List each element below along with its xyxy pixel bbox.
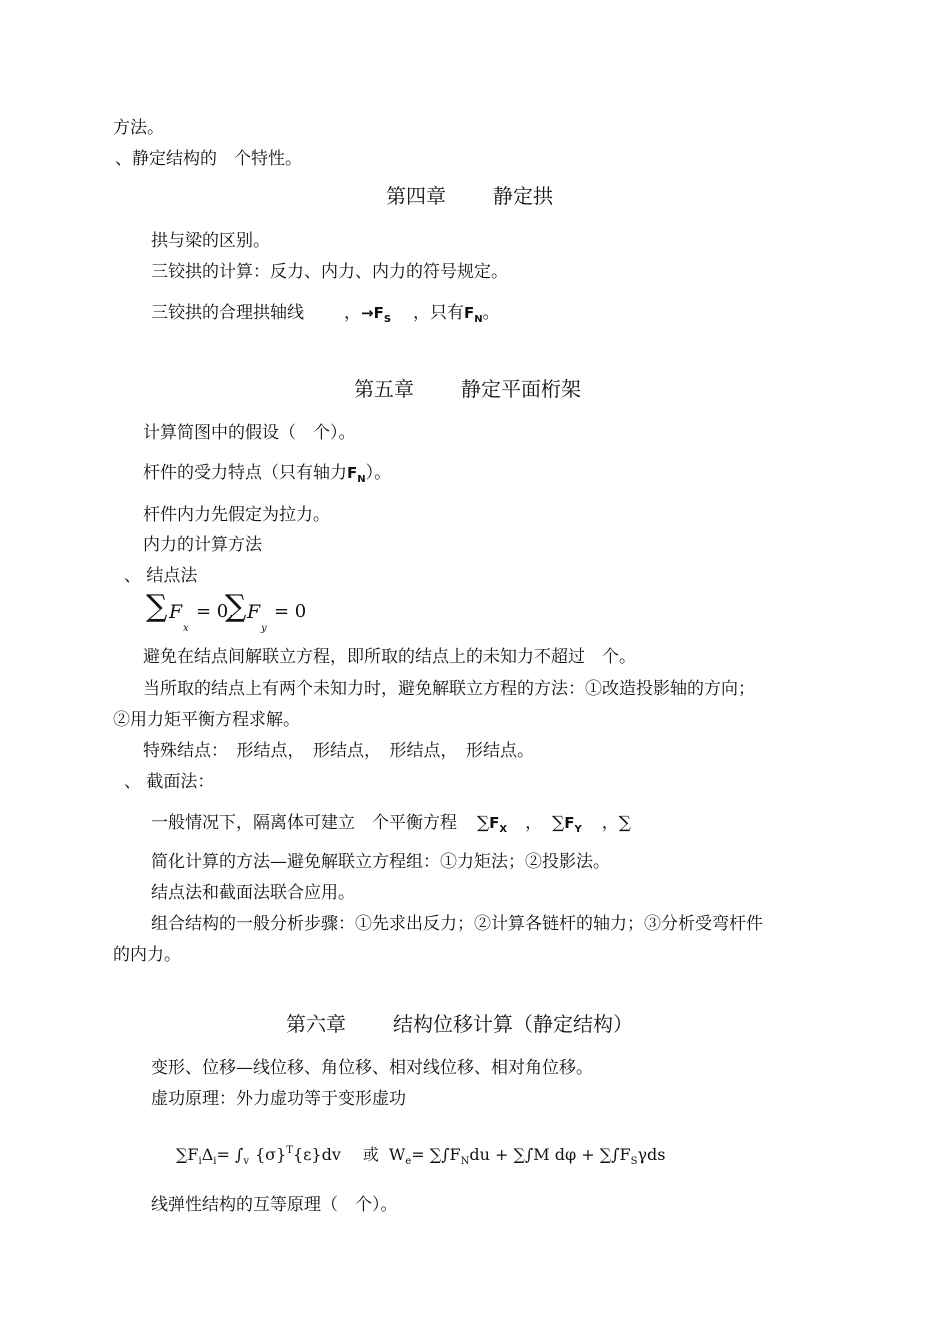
intro-line-static-props: 、静定结构的 个特性。 [115,149,302,169]
fy-symbol: $F_Y$ [564,814,582,835]
ch4-item-three-hinge-calc: 三铰拱的计算：反力、内力、内力的符号规定。 [151,262,508,282]
formula-right: $W_e= \sum\int F_Ndu + \sum\int M$ $d\varphi + \sum\int F_S\gamma ds$ [388,1145,666,1167]
formula-or: 或 [362,1145,379,1164]
axis-comma: ， [344,303,361,323]
ch5-tension-assumption: 杆件内力先假定为拉力。 [143,505,330,525]
sigma-symbol: ∑ [552,813,565,833]
sigma-symbol: ∑ [146,589,168,624]
axis-text: 三铰拱的合理拱轴线 [151,303,304,323]
chapter-4-title [386,183,553,209]
formula-stress: $\{\sigma\}^T\{\varepsilon\}dv$ [254,1145,341,1164]
ch5-section-method-heading: 、 截面法： [124,772,215,792]
virtual-work-formula [176,1140,665,1173]
ch4-item-reasonable-axis [151,302,500,331]
ch6-reciprocal: 线弹性结构的互等原理（ 个）。 [151,1195,398,1215]
force-char-pre: 杆件的受力特点（只有轴力 [143,463,347,483]
subscript-x: x [183,623,189,634]
formula-left: $\sum F_i\Delta_i$ [176,1145,217,1167]
ch5-simplify: 简化计算的方法—避免解联立方程组：①力矩法；②投影法。 [151,852,610,872]
arrow-symbol: → [361,304,374,322]
intro-line-method: 方法。 [113,118,164,138]
general-pre: 一般情况下，隔离体可建立 个平衡方程 [151,813,457,833]
fn-symbol: $F_N$ [347,464,366,485]
axis-end: 。 [482,303,500,323]
eq-zero-2: = 0 [274,601,307,622]
chapter-6-title [286,1011,633,1037]
chapter-4-number: 第四章 [386,184,446,208]
chapter-6-name: 结构位移计算（静定结构） [393,1012,633,1036]
force-symbol: F [247,601,261,623]
ch5-two-unknowns-a: 当所取的结点上有两个未知力时，避免解联立方程的方法：①改造投影轴的方向； [143,679,755,699]
fs-symbol: $F_S$ [373,304,392,325]
force-char-post: ）。 [365,463,392,483]
comma: ， [525,813,543,833]
chapter-4-name: 静定拱 [493,184,553,208]
ch5-two-unknowns-b: ②用力矩平衡方程求解。 [113,710,300,730]
ch5-force-characteristics [143,462,391,491]
ch5-calc-method: 内力的计算方法 [143,535,262,555]
ch6-deformation: 变形、位移—线位移、角位移、相对线位移、相对角位移。 [151,1058,593,1078]
chapter-5-title [354,376,581,402]
ch4-item-arch-vs-beam: 拱与梁的区别。 [151,231,270,251]
ch5-combine: 结点法和截面法联合应用。 [151,883,355,903]
sigma-symbol: ∑ [477,813,490,833]
formula-integral: = $\int_v$ [216,1145,249,1167]
chapter-5-number: 第五章 [354,377,414,401]
ch5-composite-b: 的内力。 [113,945,181,965]
ch5-composite-a: 组合结构的一般分析步骤：①先求出反力；②计算各链杆的轴力；③分析受弯杆件 [151,914,763,934]
ch5-node-method-heading: 、 结点法 [124,566,198,586]
fx-symbol: $F_X$ [489,814,508,835]
axis-mid: ，只有 [413,303,465,323]
node-equilibrium-equation [146,589,316,635]
ch5-avoid-simultaneous: 避免在结点间解联立方程，即所取的结点上的未知力不超过 个。 [143,647,636,667]
sigma-symbol: ∑ [618,813,631,833]
ch5-general-equations [151,812,631,841]
ch5-assumptions: 计算简图中的假设（ 个）。 [143,423,356,443]
subscript-y: y [261,623,267,634]
force-symbol: F [169,601,183,623]
eq-zero-1: = 0, [196,601,234,622]
fn-symbol: $F_N$ [464,304,483,325]
sigma-symbol: ∑ [225,589,247,624]
chapter-5-name: 静定平面桁架 [461,377,581,401]
chapter-6-number: 第六章 [286,1012,346,1036]
ch5-special-nodes: 特殊结点： 形结点， 形结点， 形结点， 形结点。 [143,741,534,761]
comma: ， [601,813,619,833]
ch6-virtual-work: 虚功原理：外力虚功等于变形虚功 [151,1089,406,1109]
